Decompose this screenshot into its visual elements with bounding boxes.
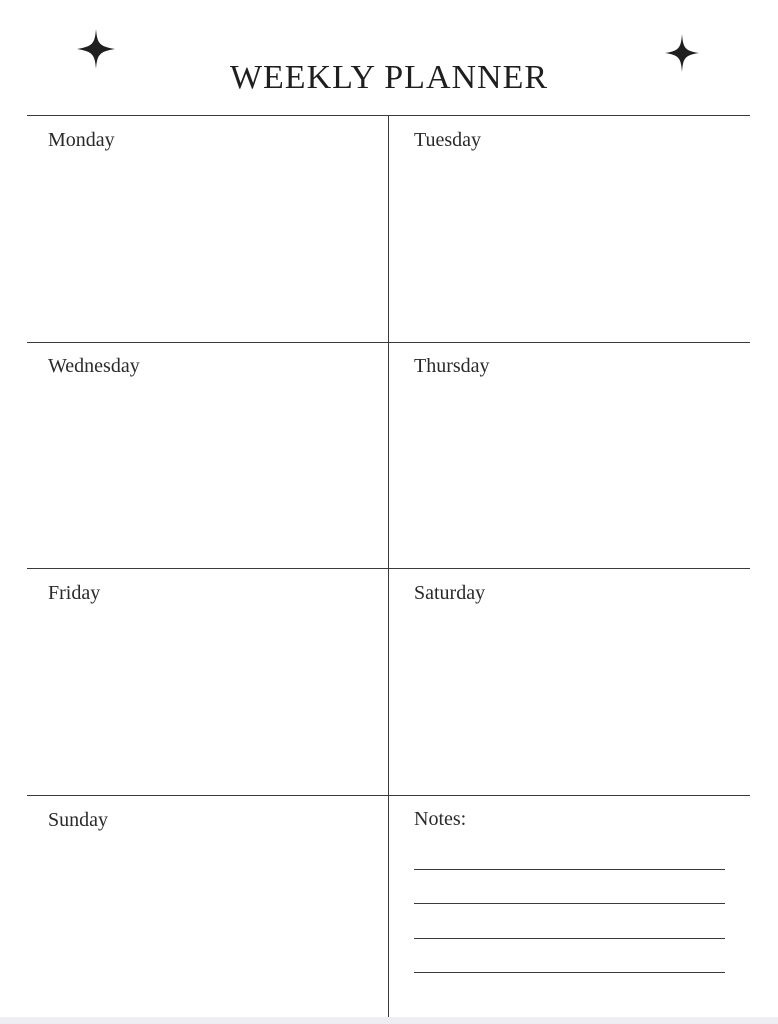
notes-writing-line (414, 903, 725, 904)
notes-writing-line (414, 972, 725, 973)
notes-label: Notes: (414, 808, 467, 830)
day-label-friday: Friday (48, 582, 101, 604)
sparkle-star-icon-right (664, 33, 700, 73)
day-label-wednesday: Wednesday (48, 355, 140, 377)
grid-rule-center (388, 116, 389, 1017)
notes-writing-line (414, 938, 725, 939)
day-label-sunday: Sunday (48, 809, 108, 831)
page-title: WEEKLY PLANNER (229, 58, 549, 96)
notes-writing-line (414, 869, 725, 870)
day-label-thursday: Thursday (414, 355, 490, 377)
day-label-saturday: Saturday (414, 582, 486, 604)
day-label-monday: Monday (48, 129, 115, 151)
day-label-tuesday: Tuesday (414, 129, 482, 151)
